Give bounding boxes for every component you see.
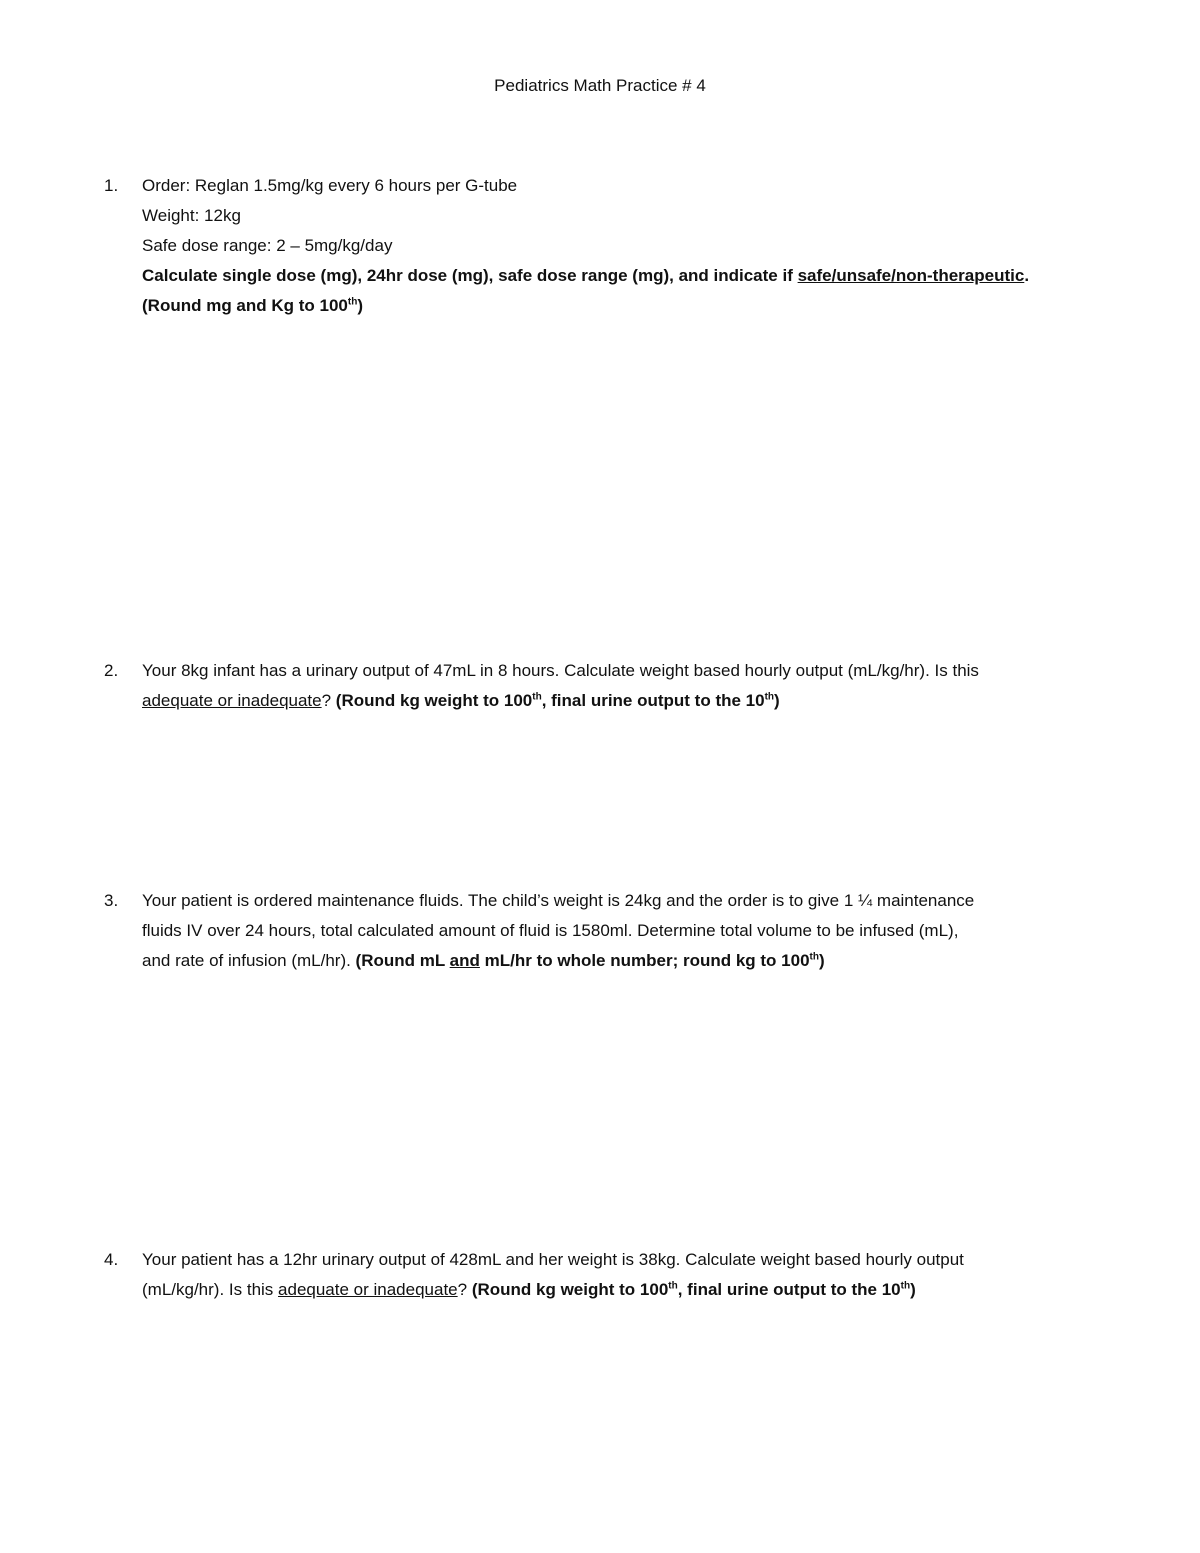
instruction-underlined: safe/unsafe/non-therapeutic: [797, 266, 1025, 285]
rounding-text: (Round mg and Kg to 100: [142, 296, 348, 315]
rounding-close: ): [774, 691, 780, 710]
question-body: [142, 1245, 1137, 1305]
question-text: and rate of infusion (mL/hr).: [142, 951, 356, 970]
rounding-note: [472, 1280, 916, 1299]
instruction-text: Calculate single dose (mg), 24hr dose (mg), safe dose range (mg), and indicate if: [142, 266, 798, 285]
rounding-text-2: , final urine output to the 10: [677, 1280, 901, 1299]
question-line-2: [142, 686, 1137, 716]
weight-line: Weight: 12kg: [142, 206, 241, 225]
question-number: 3.: [104, 891, 119, 910]
instruction-end: .: [1024, 266, 1030, 285]
question-line-2: fluids IV over 24 hours, total calculated amount of fluid is 1580ml. Determine total volume to be infused (mL),: [142, 921, 959, 940]
superscript: th: [532, 691, 542, 703]
rounding-note: [356, 951, 825, 970]
rounding-text: (Round kg weight to 100: [471, 1280, 669, 1299]
adequacy-underlined: adequate or inadequate: [142, 691, 322, 710]
order-line: Order: Reglan 1.5mg/kg every 6 hours per G-tube: [142, 176, 518, 195]
rounding-close: ): [818, 951, 825, 970]
question-body: [142, 886, 1137, 976]
rounding-note: [142, 291, 1137, 321]
safe-range-line: Safe dose range: 2 – 5mg/kg/day: [142, 236, 393, 255]
superscript: th: [809, 951, 819, 963]
rounding-underlined: and: [449, 951, 480, 970]
question-line-3: [142, 946, 1137, 976]
question-text: (mL/kg/hr). Is this: [142, 1280, 279, 1299]
question-body: [142, 656, 1137, 716]
question-number: 2.: [104, 661, 119, 680]
rounding-note: [336, 691, 780, 710]
rounding-close: ): [910, 1280, 916, 1299]
superscript: th: [900, 1280, 911, 1292]
question-line-1: Your patient has a 12hr urinary output of 428mL and her weight is 38kg. Calculate weight based hourly output: [142, 1250, 964, 1269]
rounding-text-2: mL/hr to whole number; round kg to 100: [479, 951, 810, 970]
instruction-line: [142, 261, 1137, 291]
question-number: 1.: [104, 176, 119, 195]
superscript: th: [347, 296, 358, 308]
question-body: [142, 171, 1137, 321]
rounding-text: (Round kg weight to 100: [335, 691, 533, 710]
rounding-text-2: , final urine output to the 10: [541, 691, 765, 710]
question-line-1: Your patient is ordered maintenance fluids. The child’s weight is 24kg and the order is to give 1 ¼ maintenance: [142, 891, 975, 910]
question-text: Your 8kg infant has a urinary output of 47mL in 8 hours. Calculate weight based hourly output (mL/kg/hr). Is this: [142, 661, 979, 680]
question-mark: ?: [457, 1280, 472, 1299]
adequacy-underlined: adequate or inadequate: [278, 1280, 458, 1299]
question-number: 4.: [104, 1250, 119, 1269]
rounding-close: ): [357, 296, 364, 315]
superscript: th: [764, 691, 775, 703]
rounding-text: (Round mL: [355, 951, 450, 970]
superscript: th: [668, 1280, 678, 1292]
question-mark: ?: [321, 691, 336, 710]
page-title: Pediatrics Math Practice # 4: [494, 76, 706, 95]
question-line-2: [142, 1275, 1137, 1305]
